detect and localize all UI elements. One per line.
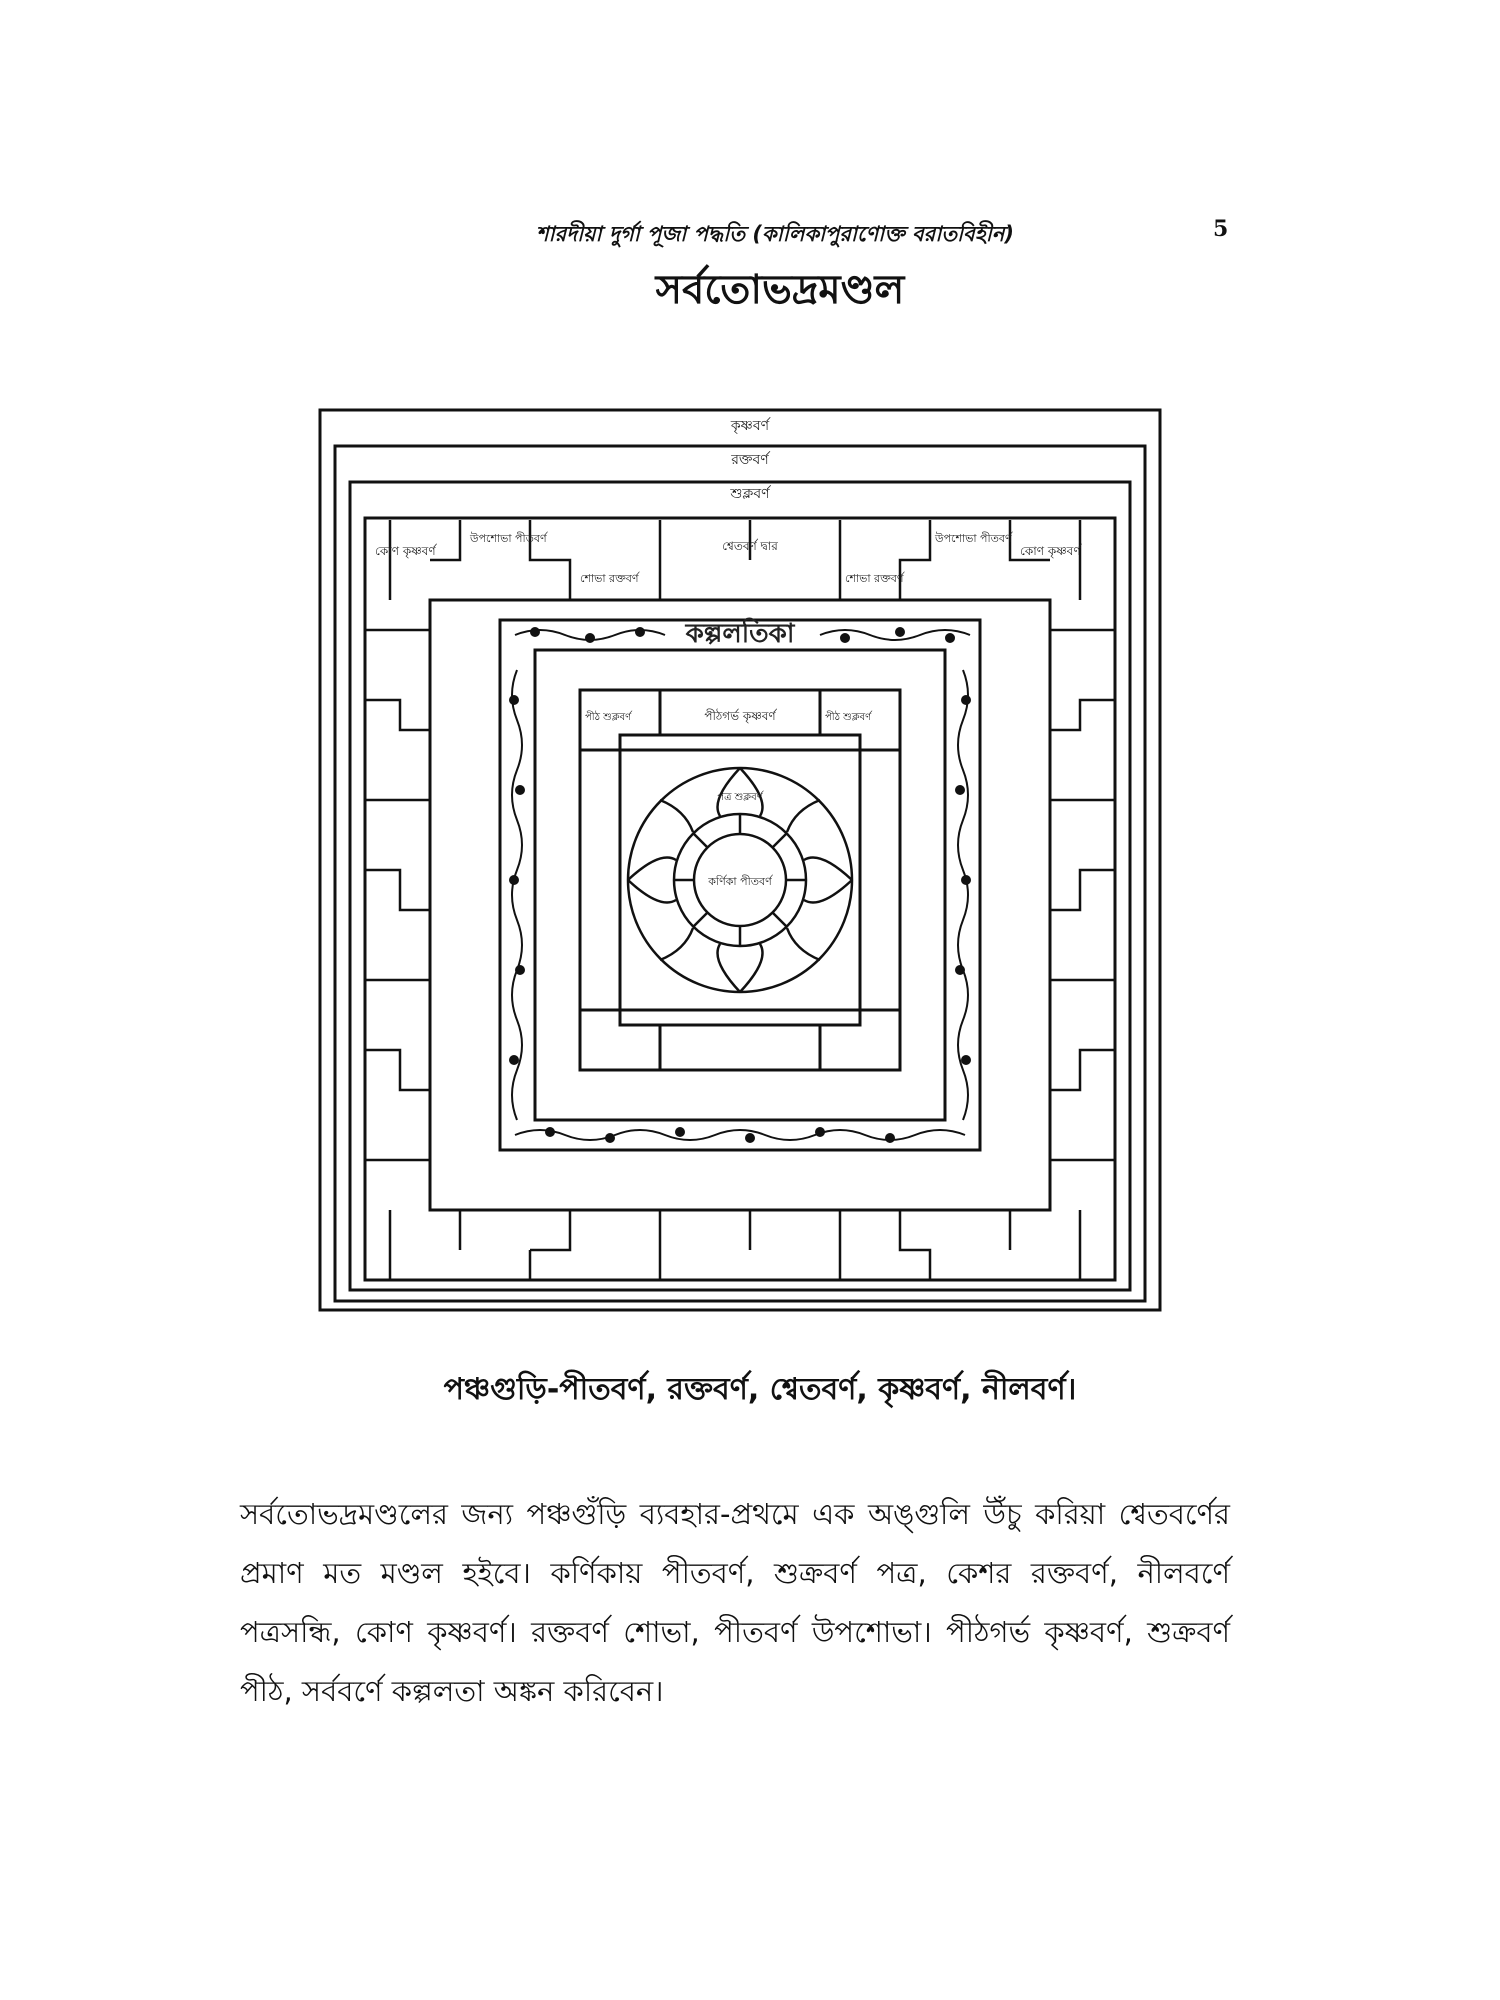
kalpalata-label: কল্পলতিকা xyxy=(685,619,795,649)
top-label-rakta: রক্তবর্ণ xyxy=(731,452,769,468)
running-head: শারদীয়া দুর্গা পূজা পদ্ধতি (কালিকাপুরাণোক্ত বরাতবিহীন) xyxy=(536,222,1014,246)
pitha-corner-right-label: পীঠ শুক্লবর্ণ xyxy=(825,712,872,723)
pithagarbha-label: পীঠগর্ভ কৃষ্ণবর্ণ xyxy=(704,709,776,723)
figure-caption: পঞ্চগুড়ি-পীতবর্ণ, রক্তবর্ণ, শ্বেতবর্ণ, কৃষ্ণবর্ণ, নীলবর্ণ। xyxy=(443,1372,1077,1407)
page-title: সর্বতোভদ্রমণ্ডল xyxy=(655,267,905,313)
gate-label-upashobha-right: উপশোভা পীতবর্ণ xyxy=(935,532,1012,545)
karnika-label: কর্ণিকা পীতবর্ণ xyxy=(708,875,772,888)
gate-label-center: শ্বেতবর্ণ দ্বার xyxy=(722,539,778,553)
gate-label-right-corner: কোণ কৃষ্ণবর্ণ xyxy=(1020,544,1081,558)
top-label-krishna: কৃষ্ণবর্ণ xyxy=(730,418,770,434)
body-paragraph: সর্বতোভদ্রমণ্ডলের জন্য পঞ্চগুঁড়ি ব্যবহার-প্রথমে এক অঙ্গুলি উঁচু করিয়া শ্বেতবর্ণের প্রমাণ মত মণ্ডল হইবে। কর্ণিকায় পীতবর্ণ, শুক্রবর্ণ পত্র, কেশর রক্তবর্ণ, নীলবর্ণে পত্রসন্ধি, কোণ কৃষ্ণবর্ণ। রক্তবর্ণ শোভা, পীতবর্ণ উপশোভা। পীঠগর্ভ কৃষ্ণবর্ণ, শুক্রবর্ণ পীঠ, সর্ববর্ণে কল্পলতা অঙ্কন করিবেন। xyxy=(240,1497,1230,1708)
page-number: 5 xyxy=(1213,216,1229,242)
top-label-shukla: শুক্লবর্ণ xyxy=(730,486,770,502)
petal-label: পত্র শুক্লবর্ণ xyxy=(717,792,763,803)
gate-label-left-corner: কোণ কৃষ্ণবর্ণ xyxy=(375,544,436,558)
gate-label-shobha-left: শোভা রক্তবর্ণ xyxy=(580,572,639,585)
pitha-corner-left-label: পীঠ শুক্লবর্ণ xyxy=(585,712,632,723)
gate-label-shobha-right: শোভা রক্তবর্ণ xyxy=(845,572,904,585)
outer-frame-2 xyxy=(335,446,1145,1301)
gate-label-upashobha-left: উপশোভা পীতবর্ণ xyxy=(470,532,547,545)
mandala-figure xyxy=(280,370,1200,1360)
